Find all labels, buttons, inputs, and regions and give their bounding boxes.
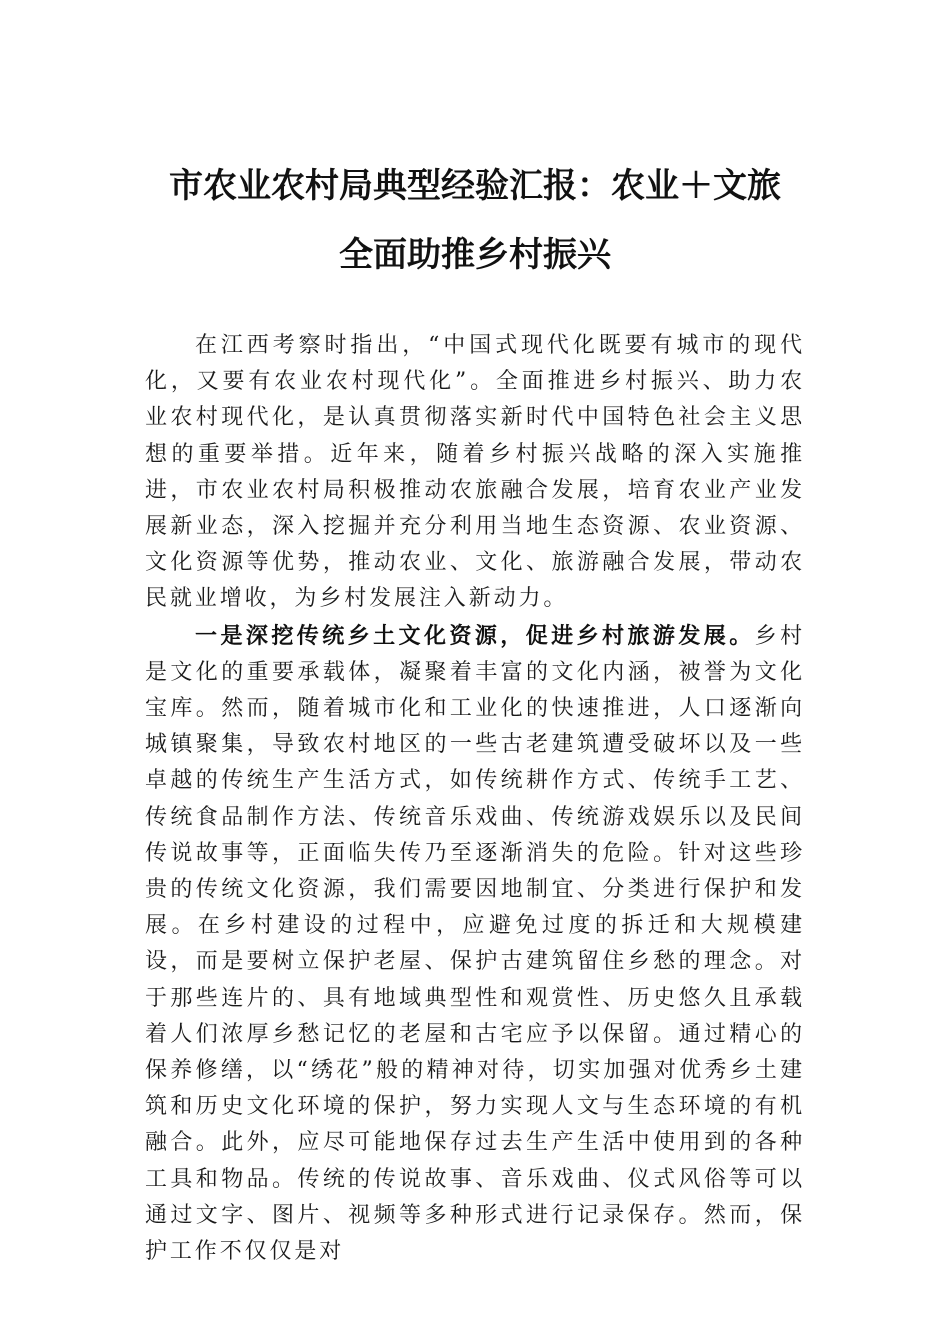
document-body <box>145 328 805 1270</box>
paragraph-intro-text: 在江西考察时指出，“中国式现代化既要有城市的现代化，又要有农业农村现代化”。全面推进乡村振兴、助力农业农村现代化，是认真贯彻落实新时代中国特色社会主义思想的重要举措。近年来，随着乡村振兴战略的深入实施推进，市农业农村局积极推动农旅融合发展，培育农业产业发展新业态，深入挖掘并充分利用当地生态资源、农业资源、文化资源等优势，推动农业、文化、旅游融合发展，带动农民就业增收，为乡村发展注入新动力。 <box>145 333 805 612</box>
document-title-line-1: 市农业农村局典型经验汇报：农业＋文旅 <box>169 166 781 206</box>
paragraph-intro <box>145 328 805 618</box>
paragraph-section-one-text: 乡村是文化的重要承载体，凝聚着丰富的文化内涵，被誉为文化宝库。然而，随着城市化和工业化的快速推进，人口逐渐向城镇聚集，导致农村地区的一些古老建筑遭受破坏以及一些卓越的传统生产生活方式，如传统耕作方式、传统手工艺、传统食品制作方法、传统音乐戏曲、传统游戏娱乐以及民间传说故事等，正面临失传乃至逐渐消失的危险。针对这些珍贵的传统文化资源，我们需要因地制宜、分类进行保护和发展。在乡村建设的过程中，应避免过度的拆迁和大规模建设，而是要树立保护老屋、保护古建筑留住乡愁的理念。对于那些连片的、具有地域典型性和观赏性、历史悠久且承载着人们浓厚乡愁记忆的老屋和古宅应予以保留。通过精心的保养修缮，以“绣花”般的精神对待，切实加强对优秀乡土建筑和历史文化环境的保护，努力实现人文与生态环境的有机融合。此外，应尽可能地保存过去生产生活中使用到的各种工具和物品。传统的传说故事、音乐戏曲、仪式风俗等可以通过文字、图片、视频等多种形式进行记录保存。然而，保护工作不仅仅是对 <box>145 623 805 1265</box>
document-title-line-2: 全面助推乡村振兴 <box>339 235 611 275</box>
paragraph-section-one-heading: 一是深挖传统乡土文化资源，促进乡村旅游发展。 <box>195 622 755 649</box>
paragraph-section-one <box>145 618 805 1271</box>
